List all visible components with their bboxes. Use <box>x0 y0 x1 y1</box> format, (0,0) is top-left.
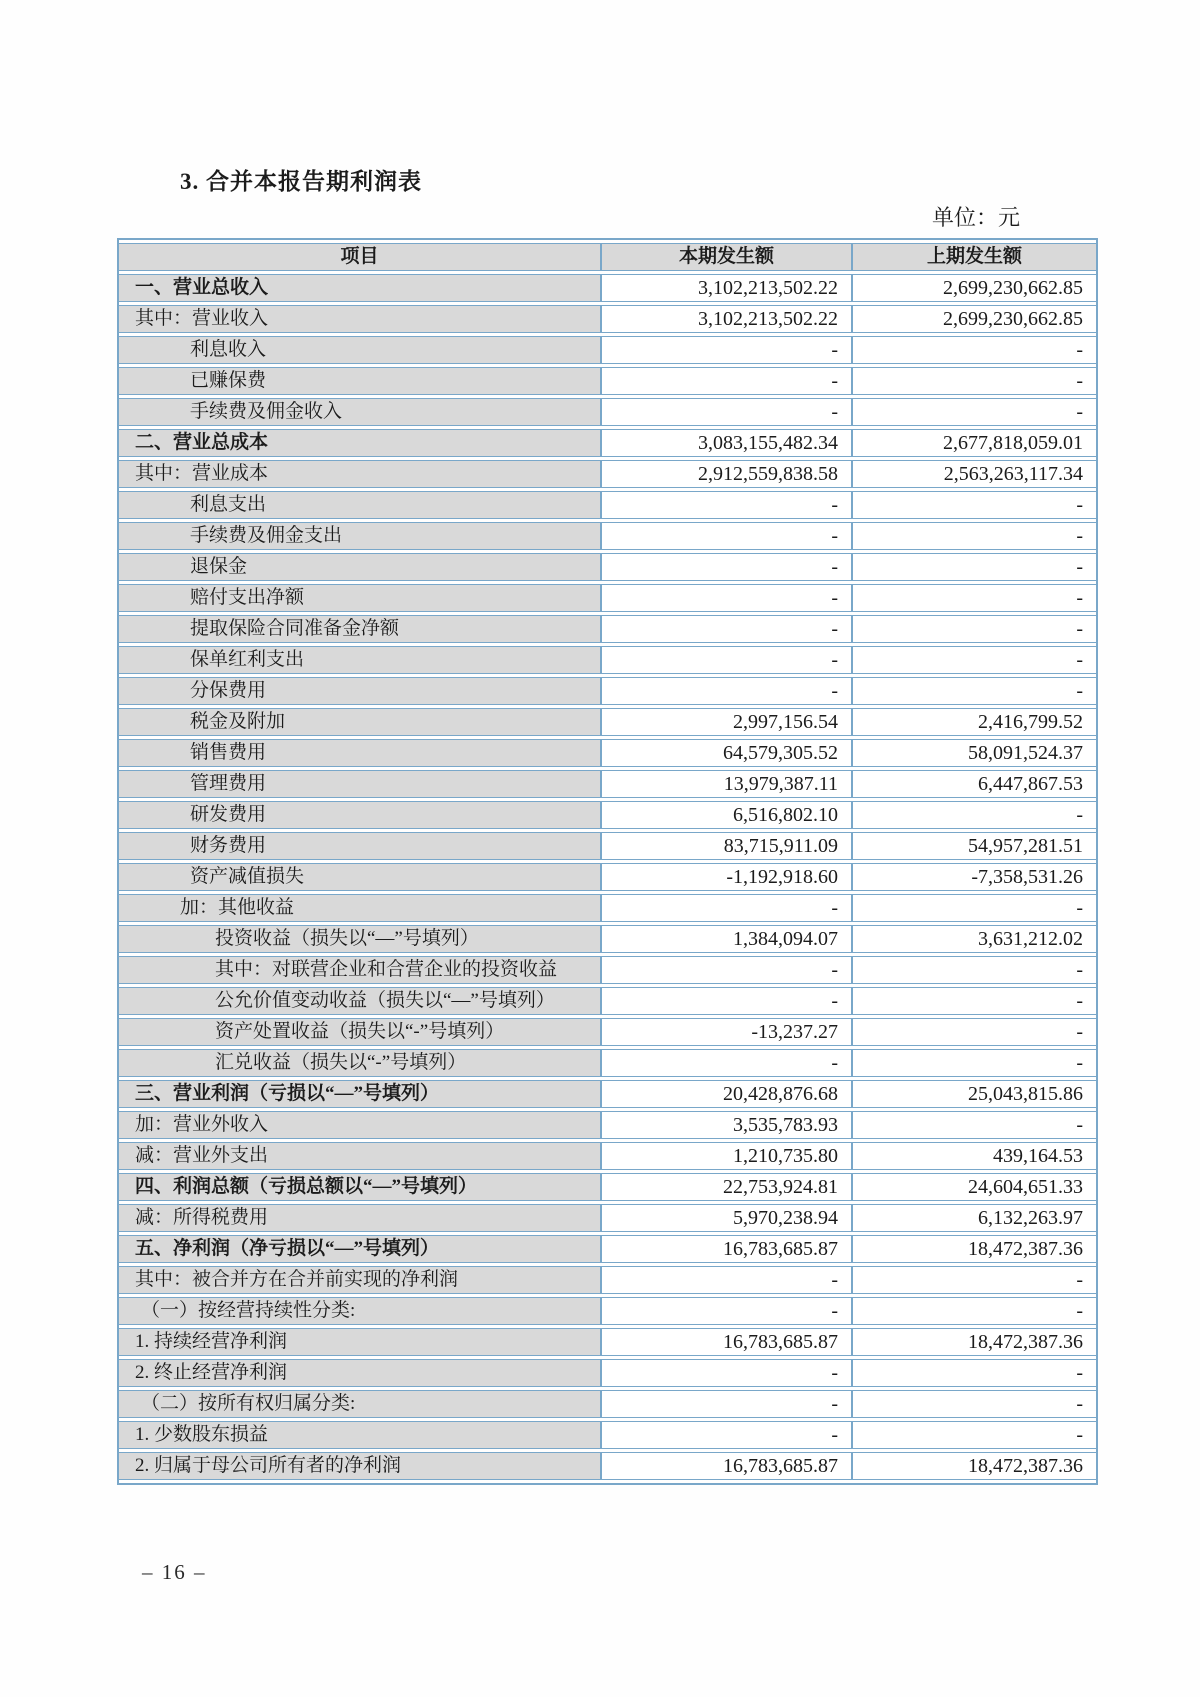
prior-period-value: 18,472,387.36 <box>853 1452 1096 1480</box>
row-label: 保单红利支出 <box>119 646 602 674</box>
row-label: 三、营业利润（亏损以“—”号填列） <box>119 1080 602 1108</box>
current-period-value: 64,579,305.52 <box>602 739 853 767</box>
table-row <box>119 553 1096 581</box>
row-label: 减：所得税费用 <box>119 1204 602 1232</box>
prior-period-value: - <box>853 1266 1096 1294</box>
row-label: 加：营业外收入 <box>119 1111 602 1139</box>
current-period-value: 1,210,735.80 <box>602 1142 853 1170</box>
row-label: 减：营业外支出 <box>119 1142 602 1170</box>
table-row <box>119 1235 1096 1263</box>
current-period-value: - <box>602 987 853 1015</box>
current-period-value: 3,102,213,502.22 <box>602 274 853 302</box>
current-period-value: 13,979,387.11 <box>602 770 853 798</box>
prior-period-value: - <box>853 522 1096 550</box>
current-period-value: 3,083,155,482.34 <box>602 429 853 457</box>
current-period-value: -1,192,918.60 <box>602 863 853 891</box>
row-label: 退保金 <box>119 553 602 581</box>
prior-period-value: - <box>853 491 1096 519</box>
table-row <box>119 925 1096 953</box>
table-row <box>119 1173 1096 1201</box>
current-period-value: - <box>602 677 853 705</box>
table-row <box>119 305 1096 333</box>
prior-period-value: - <box>853 1359 1096 1387</box>
prior-period-value: 18,472,387.36 <box>853 1235 1096 1263</box>
table-row <box>119 429 1096 457</box>
table-row <box>119 646 1096 674</box>
income-statement-table-frame <box>117 238 1098 1485</box>
prior-period-value: 54,957,281.51 <box>853 832 1096 860</box>
row-label: 其中：营业成本 <box>119 460 602 488</box>
current-period-value: 1,384,094.07 <box>602 925 853 953</box>
table-row <box>119 336 1096 364</box>
table-row <box>119 894 1096 922</box>
table-row <box>119 832 1096 860</box>
prior-period-value: - <box>853 336 1096 364</box>
prior-period-value: - <box>853 956 1096 984</box>
table-row <box>119 770 1096 798</box>
table-row <box>119 367 1096 395</box>
prior-period-value: - <box>853 1049 1096 1077</box>
prior-period-value: - <box>853 367 1096 395</box>
row-label: 手续费及佣金支出 <box>119 522 602 550</box>
current-period-value: 16,783,685.87 <box>602 1328 853 1356</box>
current-period-value: - <box>602 894 853 922</box>
table-row <box>119 1266 1096 1294</box>
current-period-value: - <box>602 584 853 612</box>
current-period-value: - <box>602 367 853 395</box>
current-period-value: 2,997,156.54 <box>602 708 853 736</box>
prior-period-value: - <box>853 677 1096 705</box>
row-label: 一、营业总收入 <box>119 274 602 302</box>
table-row <box>119 1142 1096 1170</box>
prior-period-value: 2,677,818,059.01 <box>853 429 1096 457</box>
prior-period-value: - <box>853 801 1096 829</box>
table-row <box>119 398 1096 426</box>
row-label: 五、净利润（净亏损以“—”号填列） <box>119 1235 602 1263</box>
table-row <box>119 1421 1096 1449</box>
current-period-value: - <box>602 1359 853 1387</box>
table-header-row <box>119 243 1096 271</box>
prior-period-value: - <box>853 1018 1096 1046</box>
prior-period-value: - <box>853 1297 1096 1325</box>
current-period-value: 2,912,559,838.58 <box>602 460 853 488</box>
current-period-value: - <box>602 1266 853 1294</box>
row-label: 其中：被合并方在合并前实现的净利润 <box>119 1266 602 1294</box>
unit-label: 单位：元 <box>932 205 1021 230</box>
prior-period-value: 439,164.53 <box>853 1142 1096 1170</box>
page-number: – 16 – <box>142 1560 207 1584</box>
prior-period-value: 18,472,387.36 <box>853 1328 1096 1356</box>
table-row <box>119 491 1096 519</box>
row-label: 财务费用 <box>119 832 602 860</box>
current-period-value: - <box>602 615 853 643</box>
row-label: 手续费及佣金收入 <box>119 398 602 426</box>
table-row <box>119 1328 1096 1356</box>
row-label: 1. 少数股东损益 <box>119 1421 602 1449</box>
current-period-value: 22,753,924.81 <box>602 1173 853 1201</box>
table-row <box>119 522 1096 550</box>
current-period-value: - <box>602 336 853 364</box>
row-label: 其中：营业收入 <box>119 305 602 333</box>
row-label: 资产减值损失 <box>119 863 602 891</box>
row-label: 2. 归属于母公司所有者的净利润 <box>119 1452 602 1480</box>
prior-period-value: 2,416,799.52 <box>853 708 1096 736</box>
current-period-value: - <box>602 522 853 550</box>
row-label: 管理费用 <box>119 770 602 798</box>
table-row <box>119 956 1096 984</box>
row-label: 利息收入 <box>119 336 602 364</box>
table-row <box>119 460 1096 488</box>
current-period-value: 6,516,802.10 <box>602 801 853 829</box>
prior-period-value: 2,699,230,662.85 <box>853 305 1096 333</box>
table-row <box>119 615 1096 643</box>
table-row <box>119 274 1096 302</box>
current-period-value: 83,715,911.09 <box>602 832 853 860</box>
row-label: 四、利润总额（亏损总额以“—”号填列） <box>119 1173 602 1201</box>
row-label: 二、营业总成本 <box>119 429 602 457</box>
income-statement-table <box>119 240 1096 1483</box>
prior-period-value: - <box>853 1111 1096 1139</box>
table-row <box>119 801 1096 829</box>
current-period-value: - <box>602 956 853 984</box>
prior-period-value: - <box>853 615 1096 643</box>
table-row <box>119 584 1096 612</box>
row-label: （二）按所有权归属分类: <box>119 1390 602 1418</box>
table-row <box>119 1390 1096 1418</box>
current-period-value: 3,535,783.93 <box>602 1111 853 1139</box>
current-period-value: - <box>602 398 853 426</box>
prior-period-value: -7,358,531.26 <box>853 863 1096 891</box>
table-row <box>119 739 1096 767</box>
table-row <box>119 708 1096 736</box>
prior-period-value: - <box>853 553 1096 581</box>
table-row <box>119 1049 1096 1077</box>
current-period-value: - <box>602 1390 853 1418</box>
column-header-current-period: 本期发生额 <box>602 243 853 271</box>
row-label: 研发费用 <box>119 801 602 829</box>
prior-period-value: 6,447,867.53 <box>853 770 1096 798</box>
current-period-value: - <box>602 553 853 581</box>
current-period-value: - <box>602 1049 853 1077</box>
row-label: 资产处置收益（损失以“-”号填列） <box>119 1018 602 1046</box>
table-row <box>119 1018 1096 1046</box>
current-period-value: - <box>602 1421 853 1449</box>
current-period-value: 3,102,213,502.22 <box>602 305 853 333</box>
prior-period-value: 2,699,230,662.85 <box>853 274 1096 302</box>
table-row <box>119 1080 1096 1108</box>
row-label: 赔付支出净额 <box>119 584 602 612</box>
column-header-prior-period: 上期发生额 <box>853 243 1096 271</box>
table-row <box>119 677 1096 705</box>
prior-period-value: - <box>853 1421 1096 1449</box>
current-period-value: - <box>602 491 853 519</box>
prior-period-value: - <box>853 584 1096 612</box>
row-label: 税金及附加 <box>119 708 602 736</box>
row-label: 其中：对联营企业和合营企业的投资收益 <box>119 956 602 984</box>
row-label: 2. 终止经营净利润 <box>119 1359 602 1387</box>
row-label: 销售费用 <box>119 739 602 767</box>
table-row <box>119 1204 1096 1232</box>
current-period-value: - <box>602 1297 853 1325</box>
prior-period-value: - <box>853 987 1096 1015</box>
row-label: 1. 持续经营净利润 <box>119 1328 602 1356</box>
column-header-item: 项目 <box>119 243 602 271</box>
table-row <box>119 1359 1096 1387</box>
current-period-value: 16,783,685.87 <box>602 1235 853 1263</box>
row-label: 汇兑收益（损失以“-”号填列） <box>119 1049 602 1077</box>
row-label: 加：其他收益 <box>119 894 602 922</box>
row-label: 提取保险合同准备金净额 <box>119 615 602 643</box>
income-statement-body <box>119 274 1096 1480</box>
prior-period-value: 24,604,651.33 <box>853 1173 1096 1201</box>
page-title: 3. 合并本报告期利润表 <box>180 169 422 194</box>
prior-period-value: 58,091,524.37 <box>853 739 1096 767</box>
row-label: 分保费用 <box>119 677 602 705</box>
row-label: （一）按经营持续性分类: <box>119 1297 602 1325</box>
table-row <box>119 987 1096 1015</box>
prior-period-value: - <box>853 894 1096 922</box>
prior-period-value: 3,631,212.02 <box>853 925 1096 953</box>
prior-period-value: - <box>853 398 1096 426</box>
prior-period-value: 6,132,263.97 <box>853 1204 1096 1232</box>
current-period-value: 20,428,876.68 <box>602 1080 853 1108</box>
row-label: 利息支出 <box>119 491 602 519</box>
prior-period-value: 25,043,815.86 <box>853 1080 1096 1108</box>
table-row <box>119 1111 1096 1139</box>
table-row <box>119 1452 1096 1480</box>
current-period-value: -13,237.27 <box>602 1018 853 1046</box>
prior-period-value: 2,563,263,117.34 <box>853 460 1096 488</box>
current-period-value: 5,970,238.94 <box>602 1204 853 1232</box>
prior-period-value: - <box>853 1390 1096 1418</box>
prior-period-value: - <box>853 646 1096 674</box>
table-row <box>119 863 1096 891</box>
row-label: 投资收益（损失以“—”号填列） <box>119 925 602 953</box>
row-label: 已赚保费 <box>119 367 602 395</box>
row-label: 公允价值变动收益（损失以“—”号填列） <box>119 987 602 1015</box>
current-period-value: - <box>602 646 853 674</box>
table-row <box>119 1297 1096 1325</box>
current-period-value: 16,783,685.87 <box>602 1452 853 1480</box>
